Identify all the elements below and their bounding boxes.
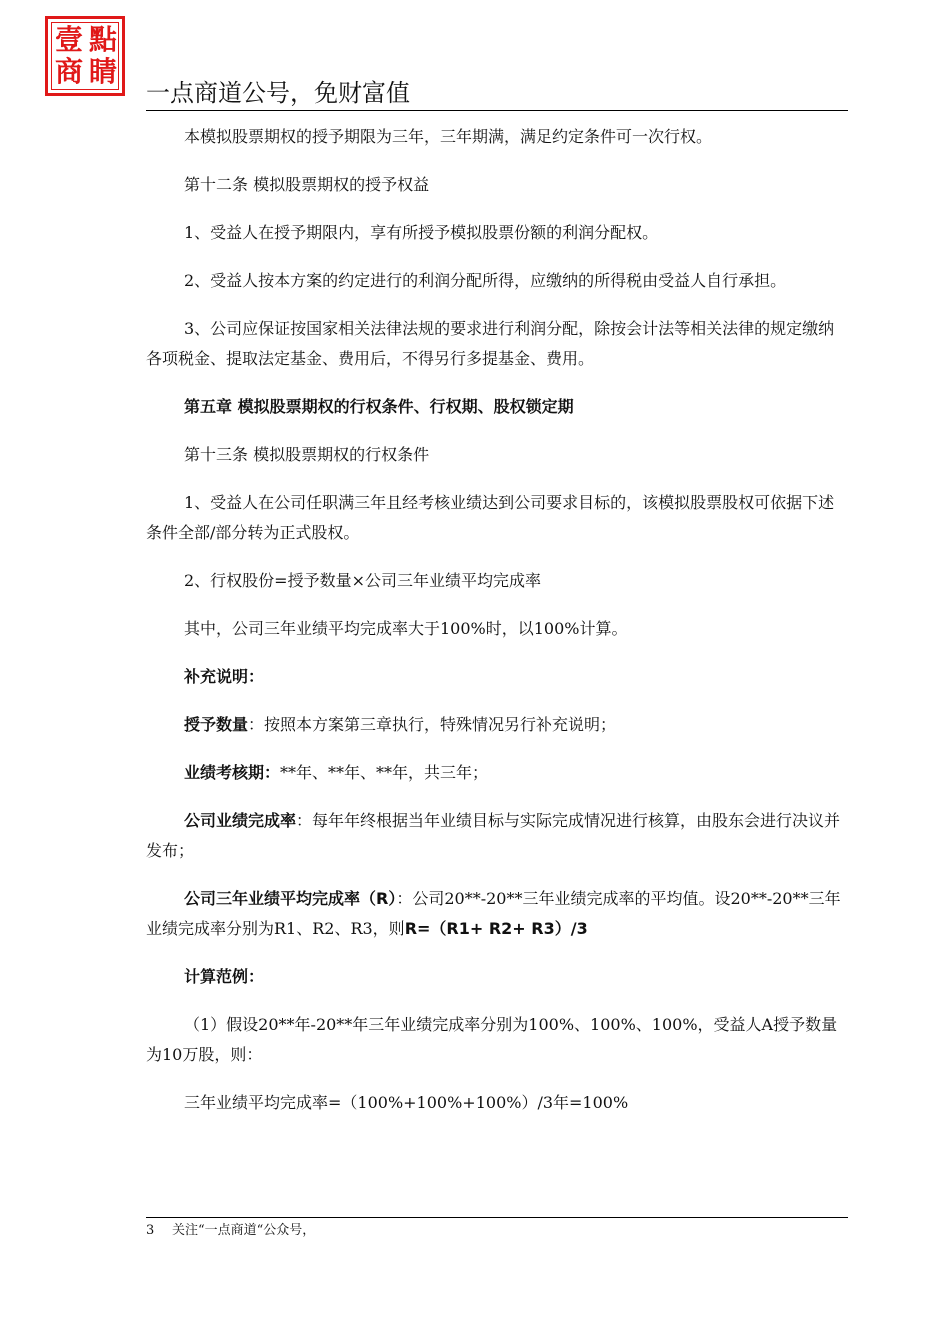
logo-seal [45,16,125,96]
grant-quantity-label: 授予数量 [184,715,249,734]
paragraph: 1、受益人在授予期限内，享有所授予模拟股票份额的利润分配权。 [184,223,659,242]
paragraph: 3、公司应保证按国家相关法律法规的要求进行利润分配，除按会计法等相关法律的规定缴纳各项税金、提取法定基金、费用后，不得另行多提基金、费用。 [146,319,835,368]
paragraph: 2、受益人按本方案的约定进行的利润分配所得，应缴纳的所得税由受益人自行承担。 [184,271,787,290]
footnote [146,1222,315,1240]
paragraph: 2、行权股份=授予数量×公司三年业绩平均完成率 [184,571,541,590]
logo-char: 商 [54,55,83,88]
assessment-period-label: 业绩考核期： [184,763,281,782]
average-rate-text: ：公司20**-20**三年业绩完成率的平均值。设20**-20**三年业绩完成率分别为R1、R2、R3，则 [146,889,841,938]
page-number: 3 [146,1223,155,1238]
document-body [146,122,848,1136]
logo-char: 睛 [88,55,117,88]
footer-rule [146,1217,848,1218]
article-heading: 第十三条 模拟股票期权的行权条件 [184,445,430,464]
logo-char: 壹 [54,23,83,56]
header-title: 一点商道公号，免财富值 [146,79,410,107]
example-paragraph: 三年业绩平均完成率=（100%+100%+100%）/3年=100% [184,1093,629,1112]
logo-char: 點 [88,23,117,56]
paragraph: 本模拟股票期权的授予期限为三年，三年期满，满足约定条件可一次行权。 [184,127,713,146]
assessment-period-paragraph [146,758,848,788]
supplement-title: 补充说明： [184,667,265,686]
article-heading: 第十二条 模拟股票期权的授予权益 [184,175,430,194]
grant-quantity-text: ：按照本方案第三章执行，特殊情况另行补充说明； [248,715,617,734]
example-title: 计算范例： [184,967,265,986]
average-rate-label: 公司三年业绩平均完成率（R） [184,889,397,908]
footnote-text: 关注“一点商道“公众号， [172,1223,316,1238]
average-rate-paragraph [146,884,848,944]
example-paragraph: （1）假设20**年-20**年三年业绩完成率分别为100%、100%、100%，受益人A授予数量为10万股，则： [146,1015,838,1064]
paragraph: 其中，公司三年业绩平均完成率大于100%时，以100%计算。 [184,619,628,638]
completion-rate-label: 公司业绩完成率 [184,811,297,830]
header-rule [146,110,848,111]
completion-rate-text: ：每年年终根据当年业绩目标与实际完成情况进行核算，由股东会进行决议并发布； [146,811,841,860]
assessment-period-text: **年、**年、**年，共三年； [280,763,489,782]
completion-rate-paragraph [146,806,848,866]
paragraph: 1、受益人在公司任职满三年且经考核业绩达到公司要求目标的，该模拟股票股权可依据下述条件全部/部分转为正式股权。 [146,493,835,542]
grant-quantity-paragraph [146,710,848,740]
chapter-heading: 第五章 模拟股票期权的行权条件、行权期、股权锁定期 [184,397,574,416]
average-rate-formula: R=（R1+ R2+ R3）/3 [404,919,588,938]
